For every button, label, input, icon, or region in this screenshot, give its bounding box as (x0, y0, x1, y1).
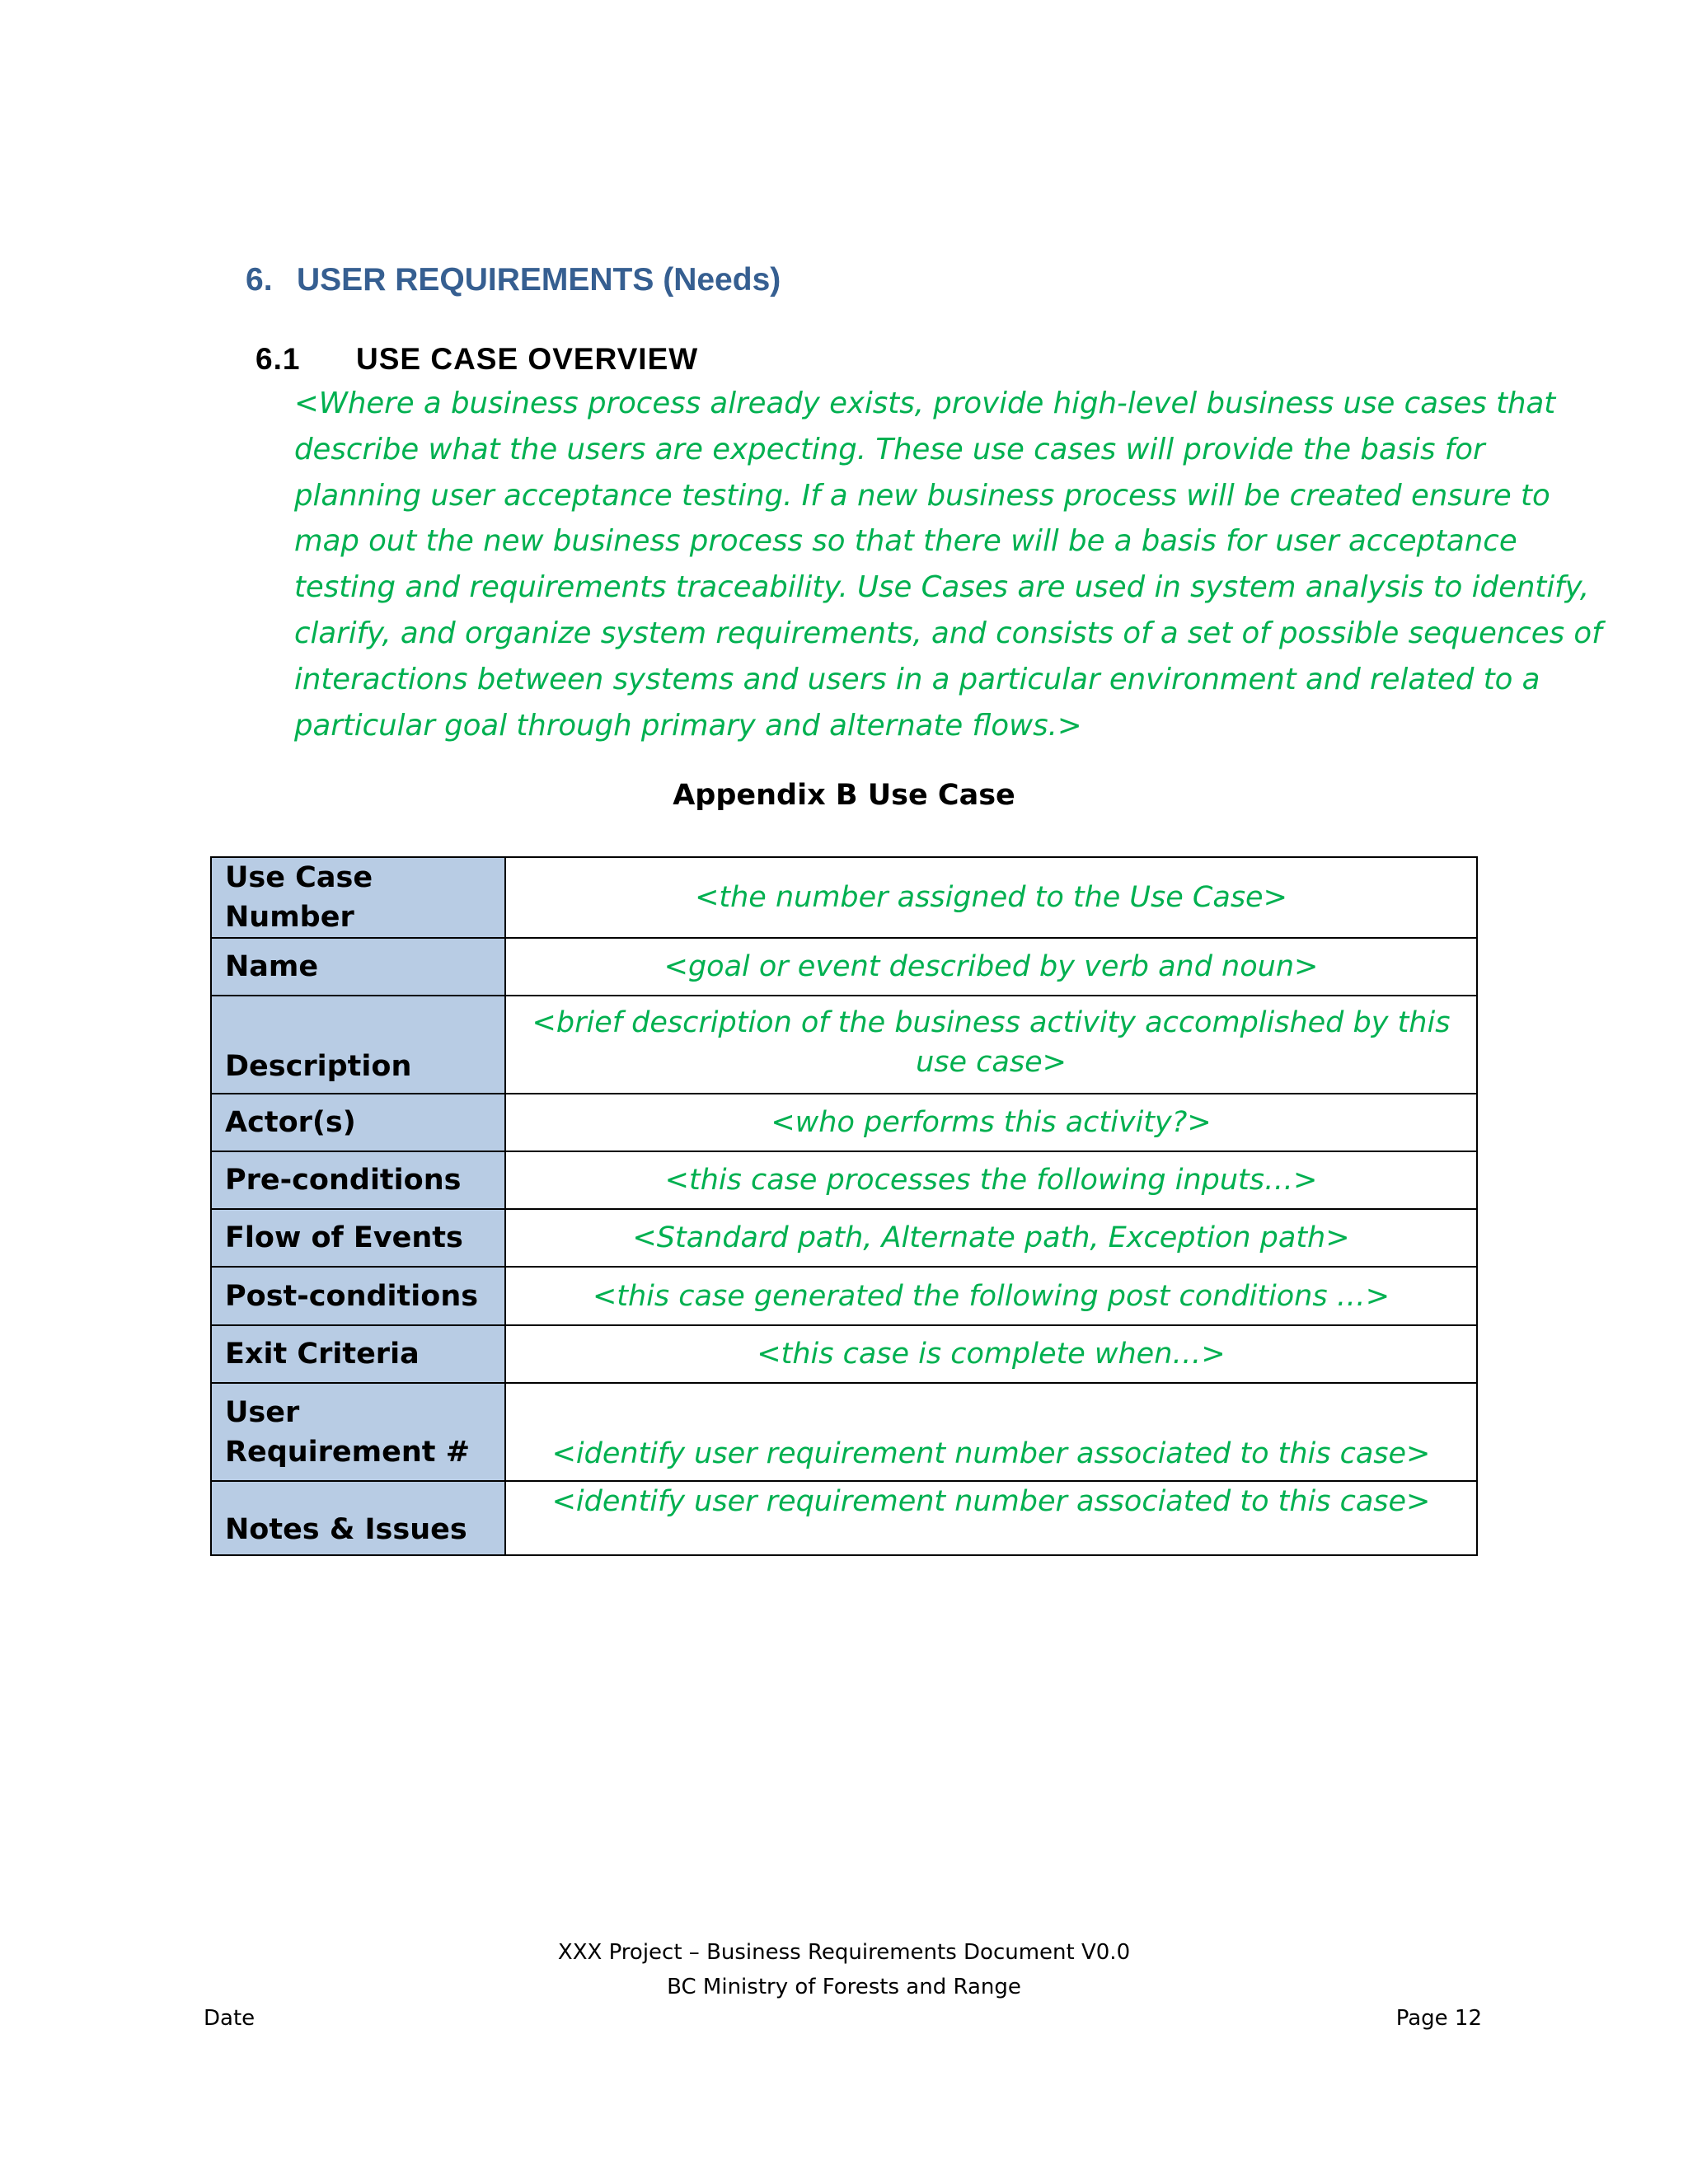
intro-line: particular goal through primary and alternate flows.> (294, 708, 1082, 743)
table-row (211, 1325, 1477, 1383)
table-row (211, 1209, 1477, 1267)
intro-line: <Where a business process already exists, provide high-level business use cases that (294, 387, 1556, 420)
row-label: Actor(s) (211, 1094, 505, 1151)
row-label: Post-conditions (211, 1267, 505, 1325)
row-label: Exit Criteria (211, 1325, 505, 1383)
subsection-heading (256, 342, 698, 377)
intro-line: testing and requirements traceability. Use Cases are used in system analysis to identify, (294, 570, 1590, 605)
intro-line: planning user acceptance testing. If a new business process will be created ensure to (294, 478, 1550, 513)
row-value: <the number assigned to the Use Case> (505, 857, 1477, 938)
table-row (211, 1383, 1477, 1481)
subsection-title: USE CASE OVERVIEW (356, 342, 699, 376)
section-number: 6. (246, 262, 273, 298)
subsection-number: 6.1 (256, 342, 301, 376)
row-label: Notes & Issues (211, 1481, 505, 1555)
table-row (211, 1481, 1477, 1555)
row-value: <identify user requirement number associated to this case> (505, 1383, 1477, 1481)
table-row (211, 1267, 1477, 1325)
row-label: Pre-conditions (211, 1151, 505, 1209)
row-value: <this case generated the following post conditions …> (505, 1267, 1477, 1325)
row-value: <goal or event described by verb and noun> (505, 938, 1477, 996)
intro-line: clarify, and organize system requirements, and consists of a set of possible sequences of (294, 616, 1602, 650)
row-label: Description (211, 996, 505, 1094)
table-row (211, 1151, 1477, 1209)
table-row (211, 1094, 1477, 1151)
row-label: Use Case Number (211, 857, 505, 938)
row-value: <brief description of the business activity accomplished by this use case> (505, 996, 1477, 1094)
row-value: <identify user requirement number associated to this case> (505, 1481, 1477, 1555)
section-heading (246, 262, 781, 298)
section-title: USER REQUIREMENTS (Needs) (297, 262, 781, 298)
row-label: Name (211, 938, 505, 996)
table-row (211, 996, 1477, 1094)
table-caption: Appendix B Use Case (673, 779, 1015, 812)
row-value: <who performs this activity?> (505, 1094, 1477, 1151)
intro-line: describe what the users are expecting. These use cases will provide the basis for (294, 432, 1485, 466)
footer-date: Date (204, 2006, 256, 2031)
footer-organization: BC Ministry of Forests and Range (667, 1975, 1021, 1999)
table-row (211, 857, 1477, 938)
footer-document-title: XXX Project – Business Requirements Document V0.0 (557, 1940, 1131, 1965)
row-label: User Requirement # (211, 1383, 505, 1481)
intro-line: map out the new business process so that there will be a basis for user acceptance (294, 524, 1517, 559)
intro-line: interactions between systems and users in a particular environment and related to a (294, 662, 1540, 696)
row-value: <Standard path, Alternate path, Exception path> (505, 1209, 1477, 1267)
table-row (211, 938, 1477, 996)
use-case-table (210, 856, 1478, 1556)
intro-paragraph (294, 381, 1602, 748)
row-label: Flow of Events (211, 1209, 505, 1267)
footer-page-number: Page 12 (1395, 2006, 1482, 2031)
row-value: <this case processes the following inputs…> (505, 1151, 1477, 1209)
row-value: <this case is complete when…> (505, 1325, 1477, 1383)
